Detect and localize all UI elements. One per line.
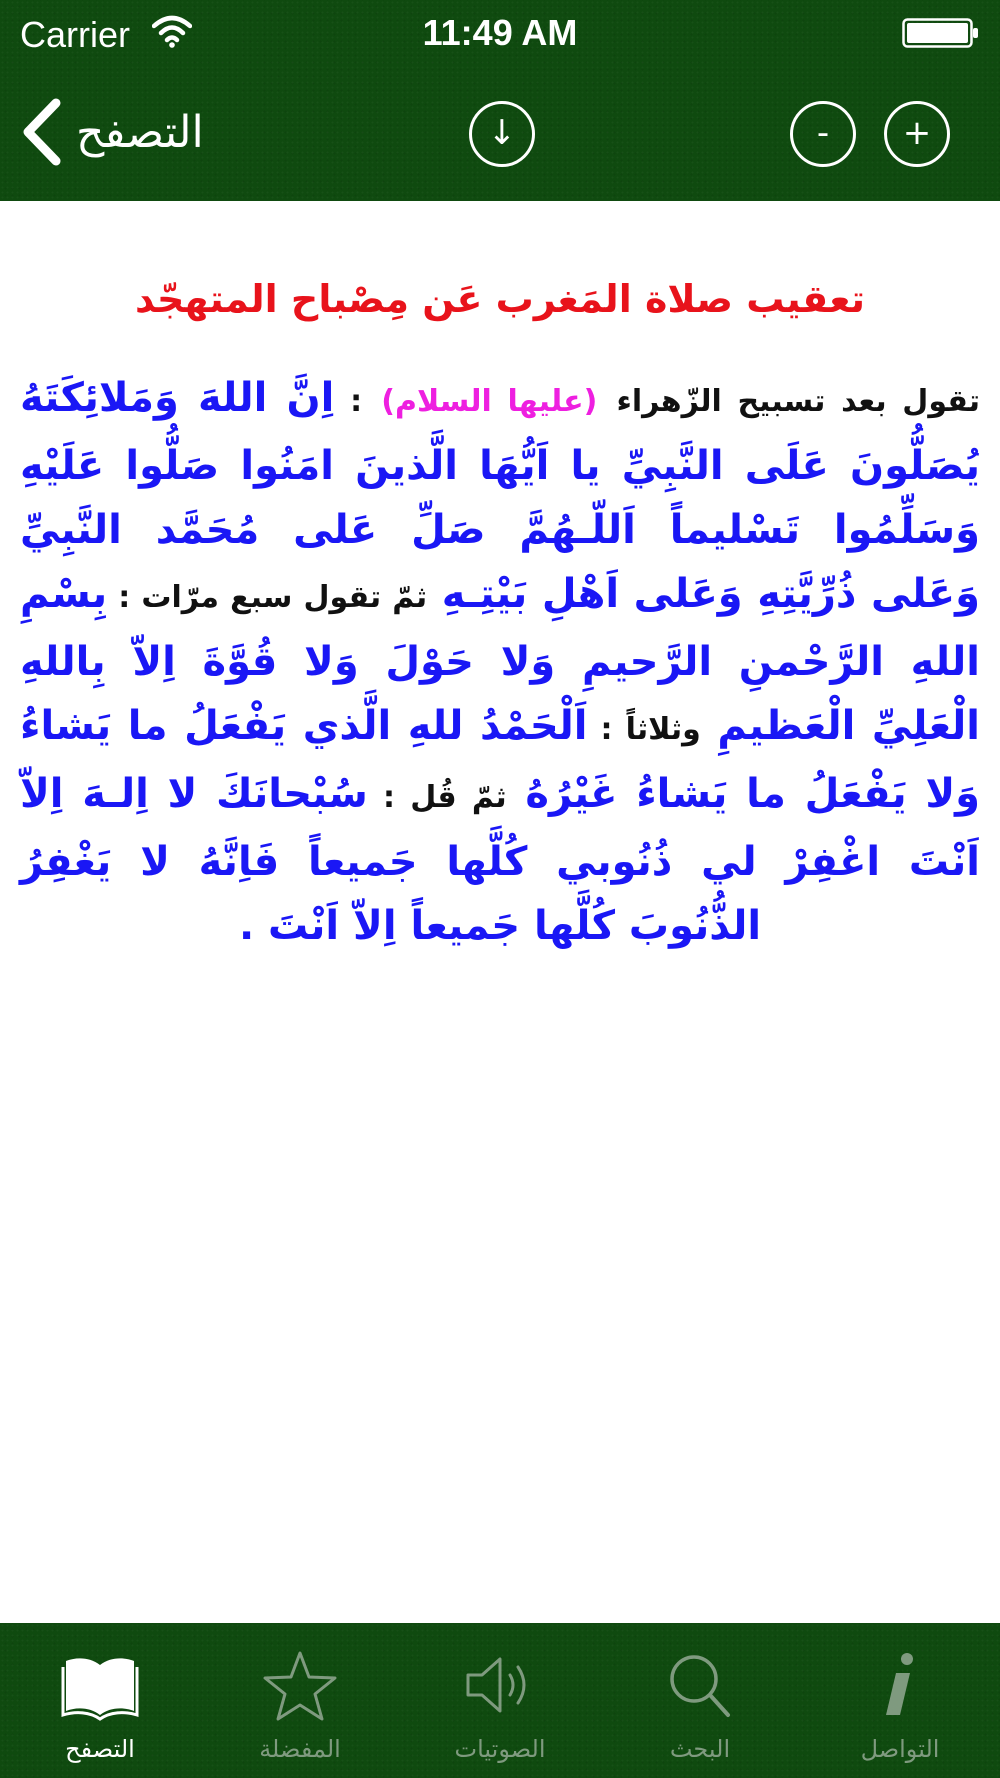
prayer-verse: اَلْحَمْدُ للهِ الَّذي يَفْعَلُ ما يَشاءُ وَلا يَفْعَلُ ما يَشاءُ غَيْرُهُ	[20, 703, 980, 817]
honorific-text: (عليها السلام)	[381, 384, 598, 419]
tab-label: البحث	[669, 1735, 731, 1763]
separator-text: :	[334, 384, 363, 419]
navigation-bar	[0, 70, 1000, 201]
book-icon	[60, 1649, 140, 1721]
tab-label: التصفح	[65, 1735, 135, 1763]
back-label: التصفح	[76, 106, 204, 158]
speaker-icon	[460, 1649, 540, 1721]
instruction-text: ثمّ تقول سبع مرّات :	[107, 580, 428, 615]
tab-label: المفضلة	[259, 1735, 341, 1763]
carrier-label: Carrier	[20, 14, 131, 55]
prayer-verse: اِنَّ اللهَ وَمَلائِكَتَهُ يُصَلُّونَ عَلَى النَّبِيِّ يا اَيُّهَا الَّذينَ امَنُوا صَلُّوا عَلَيْهِ وَسَلِّمُوا تَسْليماً اَللّـهُمَّ صَلِّ عَلى مُحَمَّد النَّبِيِّ وَعَلى ذُرِّيَّتِهِ وَعَلى اَهْلِ بَيْتِـهِ	[20, 375, 980, 617]
zoom-out-button[interactable]	[790, 101, 856, 167]
instruction-text: تقول بعد تسبيح الزّهراء	[616, 384, 980, 419]
tab-contact[interactable]	[800, 1623, 1000, 1778]
chevron-left-icon	[18, 97, 64, 167]
plus-icon: +	[902, 113, 932, 153]
battery-icon	[902, 18, 980, 48]
tab-browse[interactable]	[0, 1623, 200, 1778]
zoom-in-button[interactable]	[884, 101, 950, 167]
star-icon	[260, 1649, 340, 1721]
content-area[interactable]	[0, 201, 1000, 1623]
prayer-verse: بِسْمِ اللهِ الرَّحْمنِ الرَّحيمِ وَلا حَوْلَ وَلا قُوَّةَ اِلاّ بِاللهِ الْعَلِيِّ الْعَظيمِ	[20, 571, 981, 749]
download-arrow-icon: ↓	[487, 113, 517, 153]
search-icon	[660, 1649, 740, 1721]
back-button[interactable]	[18, 92, 238, 172]
status-bar	[0, 0, 1000, 70]
tab-favorites[interactable]	[200, 1623, 400, 1778]
page-title: تعقيب صلاة المَغرب عَن مِصْباح المتهجّد	[135, 277, 865, 321]
tab-label: الصوتيات	[454, 1735, 546, 1763]
tab-bar	[0, 1623, 1000, 1778]
instruction-text: وثلاثاً :	[587, 712, 701, 747]
prayer-verse: سُبْحانَكَ لا اِلـهَ اِلاّ اَنْتَ اغْفِرْ لي ذُنُوبي كُلَّها جَميعاً فَاِنَّهُ لا يَغْفِرُ الذُّنُوبَ كُلَّها جَميعاً اِلاّ اَنْتَ .	[20, 771, 980, 949]
tab-search[interactable]	[600, 1623, 800, 1778]
prayer-text	[20, 366, 980, 958]
download-button[interactable]	[469, 101, 535, 167]
tab-audio[interactable]	[400, 1623, 600, 1778]
top-bar	[0, 0, 1000, 201]
status-time: 11:49 AM	[422, 12, 578, 53]
instruction-text: ثمّ قُل :	[367, 780, 507, 815]
tab-label: التواصل	[860, 1735, 940, 1763]
minus-icon: -	[816, 113, 830, 153]
info-icon	[860, 1649, 940, 1721]
